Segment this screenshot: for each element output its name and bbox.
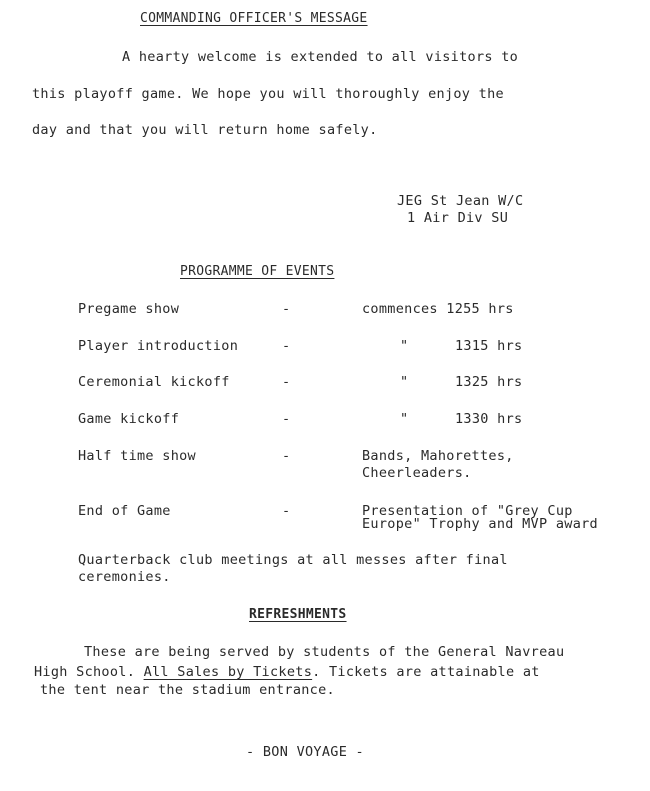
event-dash: -	[282, 301, 291, 317]
refreshments-line-2-start: High School.	[34, 664, 144, 680]
co-message-title: COMMANDING OFFICER'S MESSAGE	[140, 11, 368, 26]
co-message-line-1: A hearty welcome is extended to all visitors to	[122, 49, 519, 65]
event-detail: Europe" Trophy and MVP award	[362, 516, 598, 532]
event-dash: -	[282, 411, 291, 427]
ditto-mark: "	[400, 374, 409, 390]
event-name: Ceremonial kickoff	[78, 374, 230, 390]
programme-title: PROGRAMME OF EVENTS	[180, 264, 335, 279]
co-message-line-2: this playoff game. We hope you will thoroughly enjoy the	[32, 86, 504, 102]
ditto-mark: "	[400, 338, 409, 354]
event-dash: -	[282, 374, 291, 390]
event-detail: Presentation of "Grey Cup	[362, 503, 573, 519]
ditto-mark: "	[400, 411, 409, 427]
event-dash: -	[282, 338, 291, 354]
signature-unit: 1 Air Div SU	[407, 210, 509, 226]
event-detail: commences 1255 hrs	[362, 301, 514, 317]
event-time: 1315 hrs	[455, 338, 523, 354]
event-name: Pregame show	[78, 301, 180, 317]
event-name: Half time show	[78, 448, 196, 464]
event-dash: -	[282, 503, 291, 519]
refreshments-line-2	[34, 664, 540, 680]
event-name: Player introduction	[78, 338, 239, 354]
refreshments-line-1: These are being served by students of the General Navreau	[84, 644, 565, 660]
event-detail: Bands, Mahorettes,	[362, 448, 514, 464]
event-time: 1330 hrs	[455, 411, 523, 427]
refreshments-line-3: the tent near the stadium entrance.	[40, 682, 335, 698]
programme-note-line-2: ceremonies.	[78, 569, 171, 585]
signature-name: JEG St Jean W/C	[397, 193, 524, 209]
event-name: End of Game	[78, 503, 171, 519]
refreshments-line-2-end: . Tickets are attainable at	[312, 664, 540, 680]
event-detail: Cheerleaders.	[362, 465, 472, 481]
event-dash: -	[282, 448, 291, 464]
event-name: Game kickoff	[78, 411, 180, 427]
programme-note-line-1: Quarterback club meetings at all messes after final	[78, 552, 508, 568]
refreshments-title: REFRESHMENTS	[249, 607, 347, 622]
sales-by-tickets-text: All Sales by Tickets	[143, 664, 313, 680]
event-time: 1325 hrs	[455, 374, 523, 390]
closing-text: - BON VOYAGE -	[246, 744, 364, 760]
co-message-line-3: day and that you will return home safely.	[32, 122, 378, 138]
